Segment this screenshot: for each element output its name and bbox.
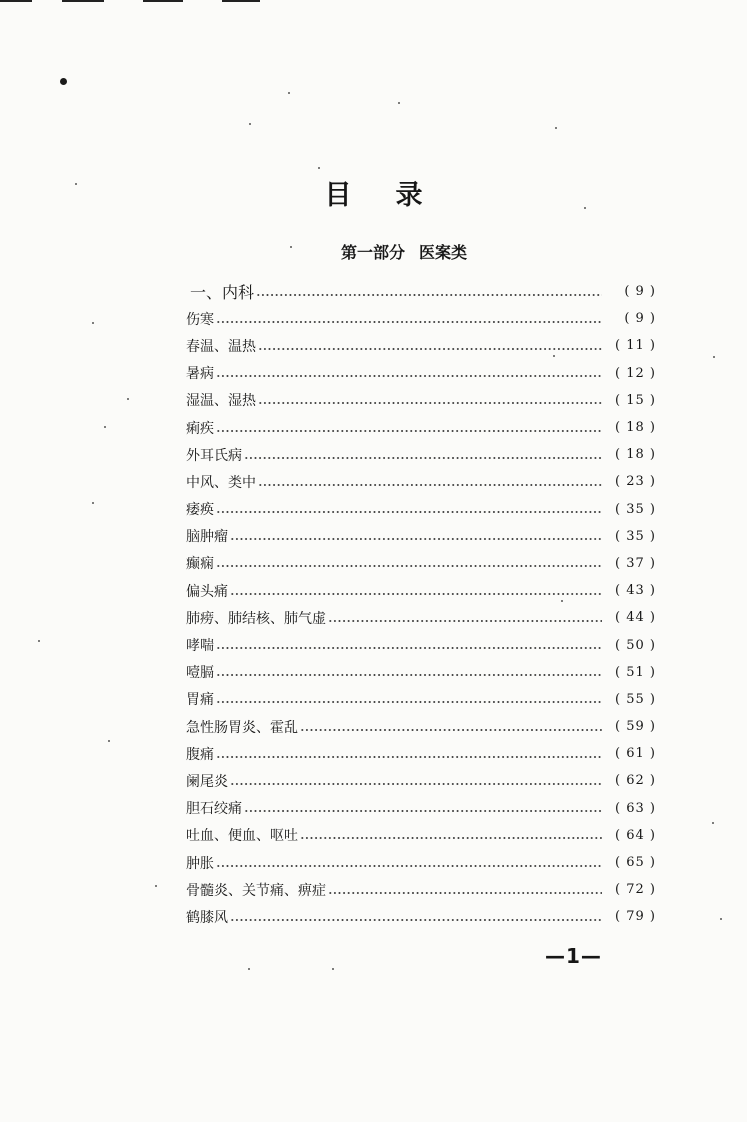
toc-entry-page: ( 37 )	[615, 555, 656, 571]
leader-dots	[216, 371, 602, 381]
toc-entry	[186, 550, 656, 577]
leader-dots	[244, 453, 602, 463]
toc-entry-label: 吐血、便血、呕吐	[186, 828, 298, 845]
toc-section-heading	[186, 278, 656, 305]
toc-entry-label: 春温、温热	[186, 338, 256, 355]
toc-entry	[186, 523, 656, 550]
toc-entry-label: 胆石绞痛	[186, 801, 242, 818]
toc-entry-label: 癫痫	[186, 556, 214, 573]
part-number: 第一部分	[340, 243, 405, 262]
leader-dots	[300, 725, 602, 735]
toc-entry-label: 伤寒	[186, 311, 214, 328]
toc-entry-page: ( 43 )	[615, 583, 656, 599]
toc-section-page: ( 9 )	[624, 284, 656, 300]
toc-entry-label: 急性肠胃炎、霍乱	[186, 719, 298, 736]
toc-entry-label: 肺痨、肺结核、肺气虚	[186, 610, 326, 627]
leader-dots	[216, 317, 602, 327]
toc-section-label: 一、内科	[190, 283, 255, 303]
page-title	[0, 176, 747, 216]
toc-entry-page: ( 63 )	[615, 800, 656, 816]
toc-entry	[186, 822, 656, 849]
toc-entry-page: ( 44 )	[615, 610, 656, 626]
toc-entry-page: ( 12 )	[615, 365, 656, 381]
toc-entry-label: 痢疾	[186, 420, 214, 437]
toc-entry	[186, 686, 656, 713]
toc-entry-page: ( 79 )	[615, 909, 656, 925]
toc-entry-page: ( 35 )	[615, 501, 656, 517]
toc-entry-page: ( 18 )	[615, 447, 656, 463]
toc-entry-page: ( 35 )	[615, 528, 656, 544]
toc-entry	[186, 332, 656, 359]
toc-entry-page: ( 64 )	[615, 827, 656, 843]
toc-entry	[186, 631, 656, 658]
leader-dots	[216, 561, 602, 571]
toc-entry	[186, 713, 656, 740]
toc-entry	[186, 795, 656, 822]
toc-entry-label: 肿胀	[186, 855, 214, 872]
part-name: 医案类	[419, 243, 468, 262]
toc-entry-page: ( 55 )	[615, 691, 656, 707]
toc-entry	[186, 305, 656, 332]
leader-dots	[328, 888, 602, 898]
toc-entry-page: ( 11 )	[615, 338, 656, 354]
table-of-contents	[186, 278, 656, 931]
top-border-marks	[0, 0, 747, 4]
leader-dots	[300, 833, 602, 843]
toc-entry	[186, 876, 656, 903]
toc-entry-label: 暑病	[186, 366, 214, 383]
toc-entry	[186, 849, 656, 876]
toc-entry	[186, 496, 656, 523]
toc-entry-label: 骨髓炎、关节痛、痹症	[186, 882, 326, 899]
toc-entry-page: ( 61 )	[615, 746, 656, 762]
toc-entry-label: 哮喘	[186, 638, 214, 655]
toc-entry-page: ( 15 )	[615, 392, 656, 408]
leader-dots	[230, 534, 602, 544]
toc-entry-label: 噎膈	[186, 665, 214, 682]
toc-entry-page: ( 72 )	[615, 882, 656, 898]
leader-dots	[216, 670, 602, 680]
toc-entry	[186, 387, 656, 414]
toc-entry	[186, 441, 656, 468]
leader-dots	[230, 915, 602, 925]
toc-entry-label: 外耳氏病	[186, 447, 242, 464]
leader-dots	[216, 752, 602, 762]
leader-dots	[244, 806, 602, 816]
page-number: —1—	[545, 944, 602, 968]
part-heading	[0, 241, 747, 265]
toc-entry-label: 脑肿瘤	[186, 529, 228, 546]
leader-dots	[256, 290, 602, 300]
leader-dots	[258, 344, 602, 354]
toc-entry	[186, 903, 656, 930]
leader-dots	[328, 616, 602, 626]
leader-dots	[258, 398, 602, 408]
toc-entry-page: ( 9 )	[624, 311, 656, 327]
toc-entry-label: 腹痛	[186, 746, 214, 763]
toc-entry-label: 痿痪	[186, 502, 214, 519]
toc-entry-page: ( 62 )	[615, 773, 656, 789]
leader-dots	[216, 861, 602, 871]
toc-entry-label: 湿温、湿热	[186, 393, 256, 410]
toc-entry-page: ( 51 )	[615, 664, 656, 680]
toc-entry	[186, 740, 656, 767]
toc-entry-label: 阑尾炎	[186, 773, 228, 790]
toc-entry	[186, 414, 656, 441]
toc-entry	[186, 767, 656, 794]
leader-dots	[258, 480, 602, 490]
leader-dots	[216, 426, 602, 436]
toc-entry-page: ( 59 )	[615, 719, 656, 735]
toc-entry-label: 偏头痛	[186, 583, 228, 600]
toc-entry-page: ( 23 )	[615, 474, 656, 490]
toc-entry-label: 鹤膝风	[186, 909, 228, 926]
toc-entry	[186, 577, 656, 604]
leader-dots	[216, 697, 602, 707]
toc-entry-page: ( 65 )	[615, 855, 656, 871]
leader-dots	[230, 779, 602, 789]
leader-dots	[216, 507, 602, 517]
toc-entry	[186, 360, 656, 387]
title-char-2: 录	[395, 180, 423, 211]
bullet-mark	[60, 78, 67, 85]
toc-entry	[186, 468, 656, 495]
toc-entry-label: 中风、类中	[186, 474, 256, 491]
toc-entry	[186, 659, 656, 686]
toc-entry-page: ( 18 )	[615, 420, 656, 436]
toc-entry-page: ( 50 )	[615, 637, 656, 653]
title-char-1: 目	[324, 180, 352, 211]
toc-entry	[186, 604, 656, 631]
toc-entry-label: 胃痛	[186, 692, 214, 709]
leader-dots	[216, 643, 602, 653]
leader-dots	[230, 589, 602, 599]
